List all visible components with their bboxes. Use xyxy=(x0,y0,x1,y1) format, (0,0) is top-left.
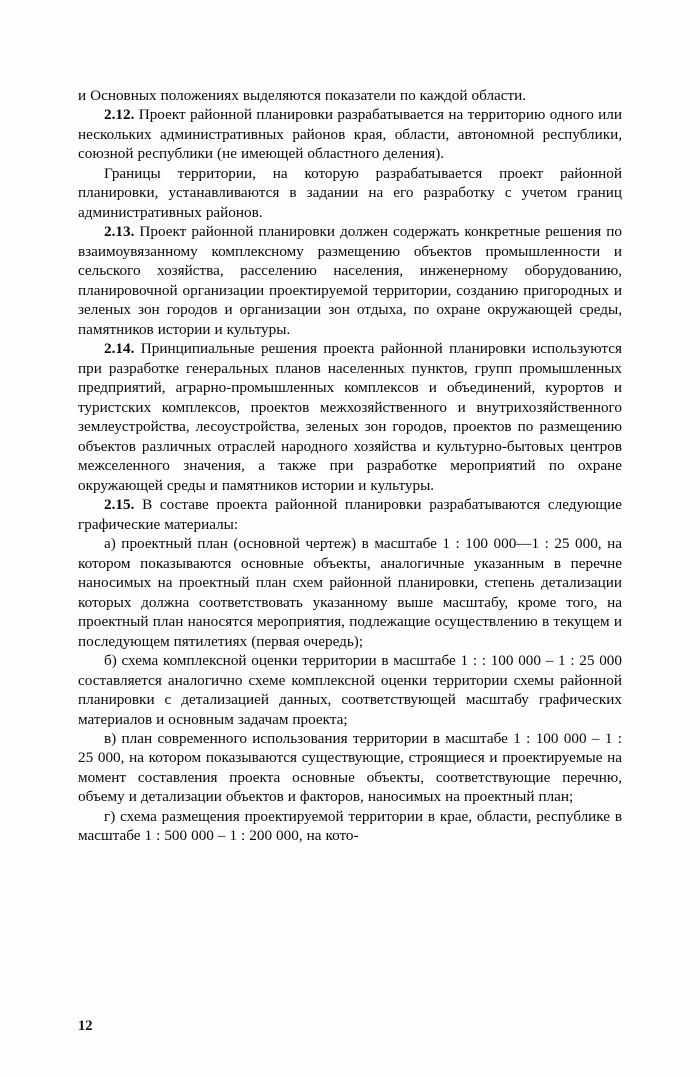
paragraph-text: в) план современного использования территории в масштабе 1 : 100 000 – 1 : 25 000, на котором показываются существующие, строящиеся и проектируемые на момент составления проекта основные объекты, соответствующие перечню, объему и детализации объектов и факторов, наносимых на проектный план; xyxy=(78,729,622,806)
clause-number: 2.12. xyxy=(104,106,135,124)
paragraph-text: а) проектный план (основной чертеж) в масштабе 1 : 100 000—1 : 25 000, на котором показываются основные объекты, аналогичные указанным в перечне наносимых на проектный план схем районной планировки, степень детализации которых должна соответствовать указанному выше масштабу, кроме того, на проектный план наносятся мероприятия, подлежащие осуществлению в текущем и последующем пятилетиях (первая очередь); xyxy=(78,535,622,650)
list-item-v xyxy=(78,729,622,807)
paragraph-text: и Основных положениях выделяются показатели по каждой области. xyxy=(78,87,527,104)
list-item-g xyxy=(78,807,622,846)
clause-number: 2.15. xyxy=(104,496,135,514)
paragraph-text: Проект районной планировки разрабатывается на территорию одного или нескольких административных районов края, области, автономной республики, союзной республики (не имеющей областного деления). xyxy=(78,106,622,163)
clause-number: 2.13. xyxy=(104,223,135,241)
paragraph-2-13 xyxy=(78,222,622,339)
paragraph-2-15 xyxy=(78,495,622,534)
paragraph-text: Границы территории, на которую разрабатывается проект районной планировки, устанавливаются в задании на его разработку с учетом границ административных районов. xyxy=(78,164,622,221)
page-body xyxy=(78,86,622,846)
paragraph-text: Принципиальные решения проекта районной планировки используются при разработке генеральных планов населенных пунктов, групп промышленных предприятий, аграрно-промышленных комплексов и объединений, курортов и туристских комплексов, проектов межхозяйственного и внутрихозяйственного землеустройства, лесоустройства, зеленых зон городов, проектов по размещению объектов различных отраслей народного хозяйства и культурно-бытовых центров межселенного значения, а также при разработке мероприятий по охране окружающей среды и памятников истории и культуры. xyxy=(78,340,622,494)
paragraph-continuation xyxy=(78,86,622,105)
list-item-b xyxy=(78,651,622,729)
paragraph-2-12 xyxy=(78,105,622,163)
paragraph-text: б) схема комплексной оценки территории в масштабе 1 : : 100 000 – 1 : 25 000 составляется аналогично схеме комплексной оценки территории схемы районной планировки с детализацией данных, соответствующей масштабу графических материалов и основным задачам проекта; xyxy=(78,652,622,728)
paragraph-2-14 xyxy=(78,339,622,495)
page-number: 12 xyxy=(78,1018,93,1034)
list-item-a xyxy=(78,534,622,651)
paragraph-text: г) схема размещения проектируемой территории в крае, области, республике в масштабе 1 : 500 000 – 1 : 200 000, на кото- xyxy=(78,807,622,845)
paragraph-text: Проект районной планировки должен содержать конкретные решения по взаимоувязанному комплексному размещению объектов промышленности и сельского хозяйства, расселению населения, инженерному оборудованию, планировочной организации проектируемой территории, созданию пригородных и зеленых зон городов и организации зон отдыха, по охране окружающей среды, памятников истории и культуры. xyxy=(78,223,622,338)
paragraph-borders xyxy=(78,164,622,222)
paragraph-text: В составе проекта районной планировки разрабатываются следующие графические материалы: xyxy=(78,496,622,533)
clause-number: 2.14. xyxy=(104,340,135,358)
